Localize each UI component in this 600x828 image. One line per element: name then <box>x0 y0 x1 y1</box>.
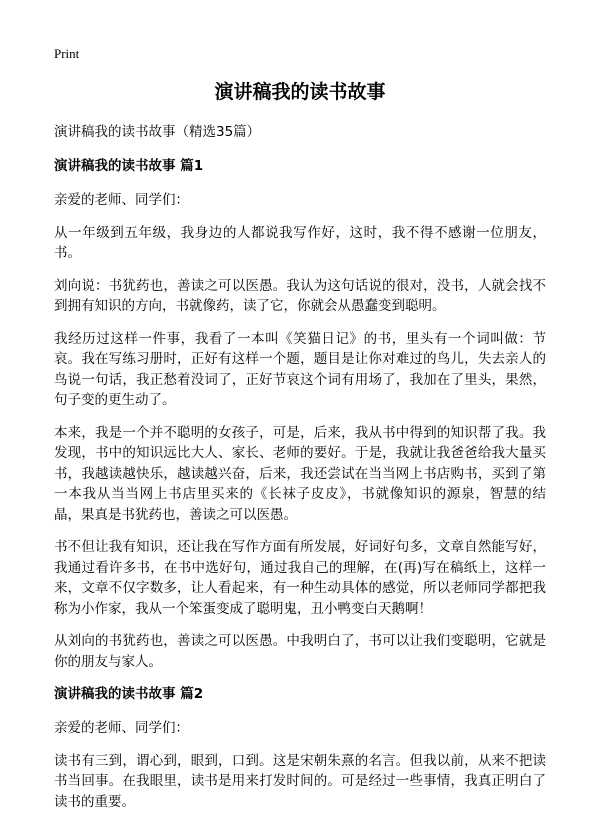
paragraph: 读书有三到，谓心到，眼到，口到。这是宋朝朱熹的名言。但我以前，从来不把读书当回事。在我眼里，读书是用来打发时间的。可是经过一些事情，我真正明白了读书的重要。 <box>54 752 546 810</box>
section-heading: 演讲稿我的读书故事 篇1 <box>54 158 204 174</box>
paragraph: 书不但让我有知识，还让我在写作方面有所发展，好词好句多，文章自然能写好，我通过看许多书，在书中选好句，通过我自己的理解，在(再)写在稿纸上，这样一来，文章不仅字数多，让人看起来，有一种生动具体的感觉，所以老师同学都把我称为小作家，我从一个笨蛋变成了聪明鬼，丑小鸭变白天鹅啊！ <box>54 539 546 617</box>
paragraph: 刘向说：书犹药也，善读之可以医愚。我认为这句话说的很对，没书，人就会找不到拥有知识的方向，书就像药，读了它，你就会从愚蠢变到聪明。 <box>54 277 546 314</box>
paragraph: 亲爱的老师、同学们： <box>54 720 189 736</box>
print-link[interactable]: Print <box>54 46 80 61</box>
paragraph: 本来，我是一个并不聪明的女孩子，可是，后来，我从书中得到的知识帮了我。我发现，书中的知识远比大人、家长、老师的要好。于是，我就让我爸爸给我大量买书，我越读越快乐，越读越兴奋，后来，我还尝试在当当网上书店购书，买到了第一本我从当当网上书店里买来的《长袜子皮皮》，书就像知识的源泉，智慧的结晶，果真是书犹药也，善读之可以医愚。 <box>54 424 546 523</box>
paragraph: 我经历过这样一件事，我看了一本叫《笑猫日记》的书，里头有一个词叫做：节哀。我在写练习册时，正好有这样一个题，题目是让你对难过的鸟儿，失去亲人的鸟说一句话，我正愁着没词了，正好节哀这个词有用场了，我加在了里头，果然，句子变的更生动了。 <box>54 330 546 408</box>
section-1 <box>54 156 546 672</box>
document-title: 演讲稿我的读书故事 <box>214 81 386 103</box>
paragraph: 从一年级到五年级，我身边的人都说我写作好，这时，我不得不感谢一位朋友，书。 <box>54 224 546 261</box>
document-subtitle: 演讲稿我的读书故事（精选35篇） <box>54 124 261 140</box>
section-heading: 演讲稿我的读书故事 篇2 <box>54 686 204 702</box>
paragraph: 亲爱的老师、同学们： <box>54 192 189 208</box>
section-2 <box>54 684 546 812</box>
paragraph: 从刘向的书犹药也，善读之可以医愚。中我明白了，书可以让我们变聪明，它就是你的朋友与家人。 <box>54 633 546 670</box>
